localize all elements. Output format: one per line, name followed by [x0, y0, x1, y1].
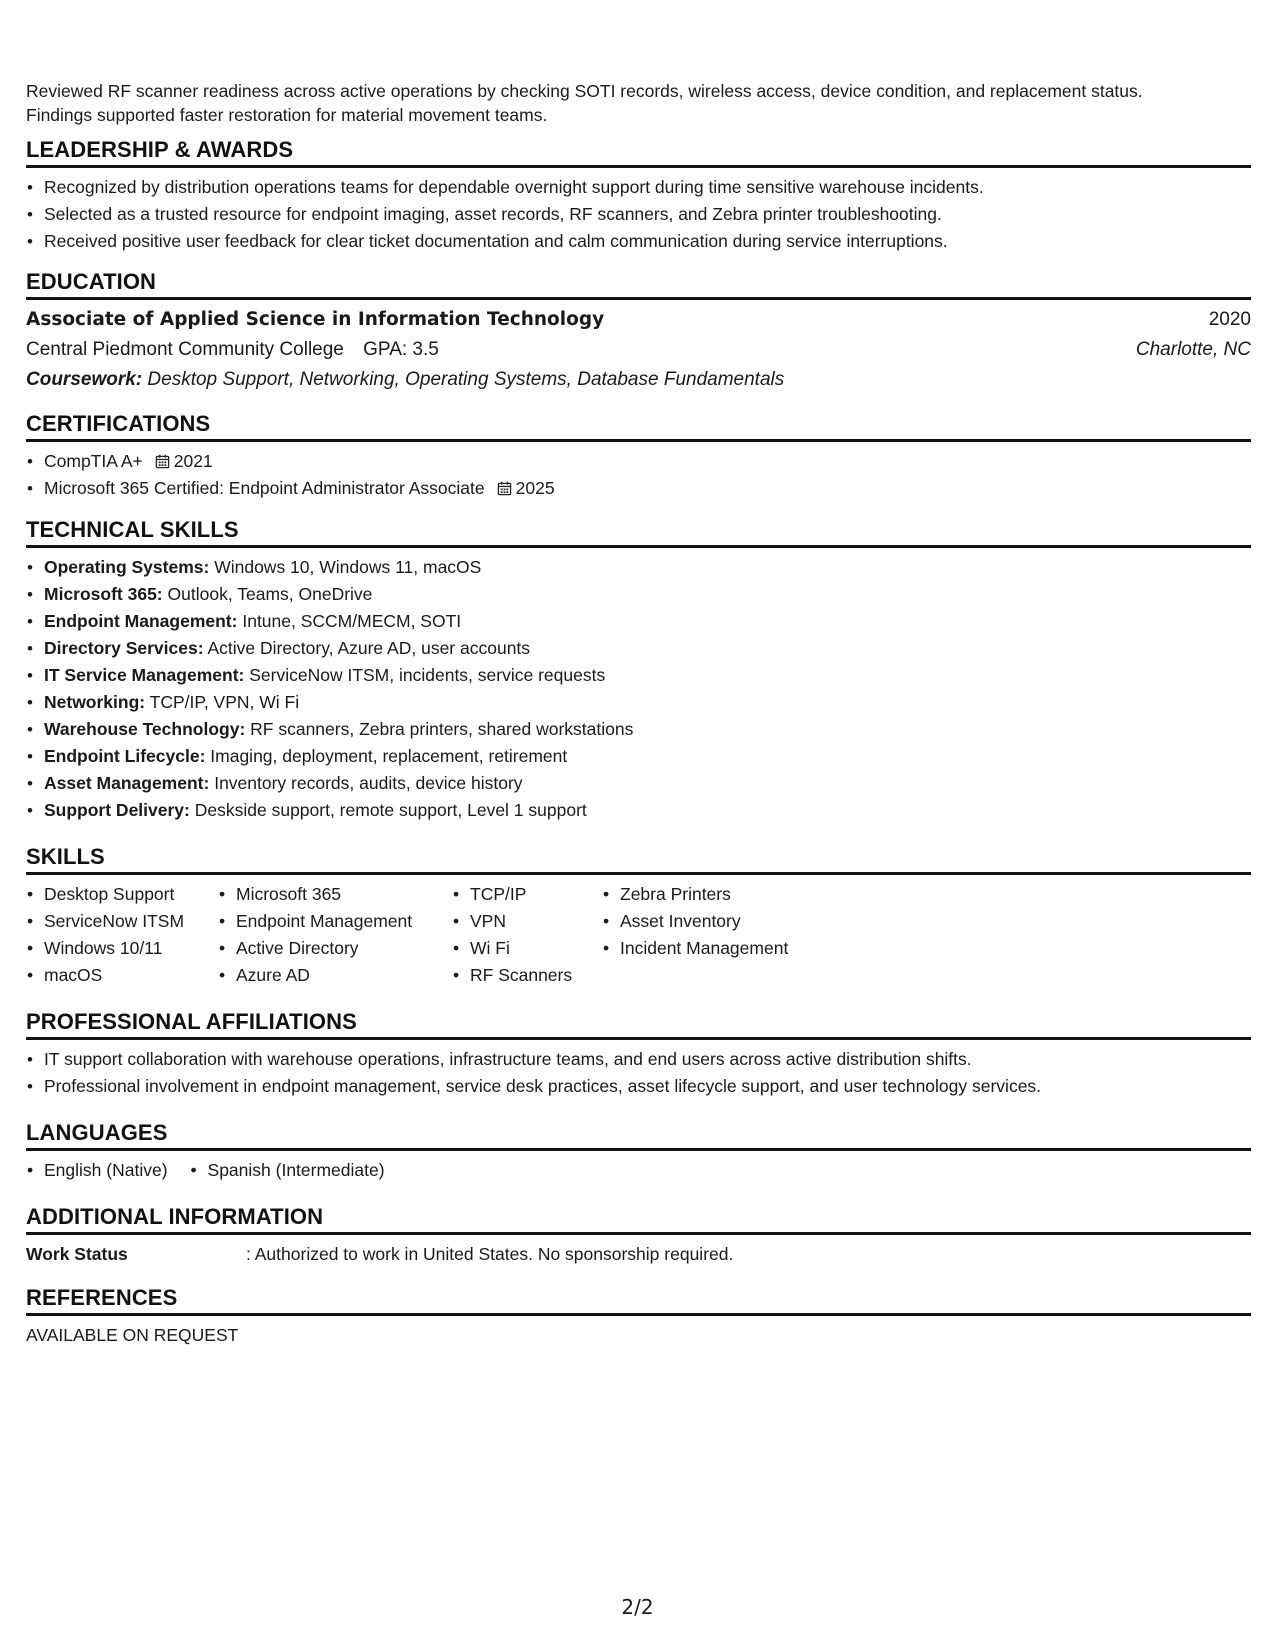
skill-label: IT Service Management: — [44, 665, 245, 685]
skill-item — [26, 581, 1251, 608]
leadership-list — [26, 168, 1251, 255]
skill-item — [26, 770, 1251, 797]
certification-name: Microsoft 365 Certified: Endpoint Administrator Associate — [44, 478, 485, 498]
skill-value: TCP/IP, VPN, Wi Fi — [149, 692, 300, 712]
references-text: AVAILABLE ON REQUEST — [26, 1325, 239, 1345]
section-heading: REFERENCES — [26, 1284, 1251, 1316]
skill-label: Asset Management: — [44, 773, 210, 793]
certifications-section — [26, 410, 1251, 502]
section-heading: SKILLS — [26, 843, 1251, 875]
leadership-section — [26, 136, 1251, 255]
list-item: • English (Native) — [26, 1157, 168, 1184]
affiliations-section — [26, 1008, 1251, 1100]
skill-item — [26, 689, 1251, 716]
skill-item — [26, 743, 1251, 770]
skill-label: Warehouse Technology: — [44, 719, 246, 739]
skill-item — [26, 797, 1251, 824]
info-value: : Authorized to work in United States. No sponsorship required. — [246, 1244, 734, 1264]
school-name: Central Piedmont Community College — [26, 339, 344, 360]
list-item: • Endpoint Management — [218, 908, 452, 935]
info-key: Work Status — [26, 1244, 128, 1264]
skill-item — [26, 716, 1251, 743]
technical-skills-section — [26, 516, 1251, 824]
list-item: • Incident Management — [602, 935, 788, 962]
list-item: • RF Scanners — [452, 962, 602, 989]
skill-label: Microsoft 365: — [44, 584, 163, 604]
coursework-row — [26, 365, 1251, 395]
list-item: • Wi Fi — [452, 935, 602, 962]
list-item: • Received positive user feedback for clear ticket documentation and calm communication during service interruptions. — [26, 228, 1251, 255]
skills-section — [26, 843, 1251, 989]
list-item: • Spanish (Intermediate) — [190, 1157, 385, 1184]
skill-label: Networking: — [44, 692, 146, 712]
languages-list — [26, 1151, 1251, 1184]
skill-value: Inventory records, audits, device history — [214, 773, 523, 793]
work-status-row — [26, 1235, 1251, 1269]
section-heading: TECHNICAL SKILLS — [26, 516, 1251, 548]
references-section — [26, 1284, 1251, 1350]
section-heading: LANGUAGES — [26, 1119, 1251, 1151]
list-item: • macOS — [26, 962, 218, 989]
skills-column — [452, 881, 602, 989]
education-school-row — [26, 335, 1251, 365]
education-degree-row — [26, 305, 1251, 335]
page-number: 2/2 — [621, 1595, 654, 1619]
skills-column — [218, 881, 452, 989]
education-section — [26, 268, 1251, 395]
languages-section — [26, 1119, 1251, 1184]
list-item: • VPN — [452, 908, 602, 935]
affiliations-list — [26, 1040, 1251, 1100]
section-heading: ADDITIONAL INFORMATION — [26, 1203, 1251, 1235]
section-heading: LEADERSHIP & AWARDS — [26, 136, 1251, 168]
list-item: • Asset Inventory — [602, 908, 788, 935]
calendar-icon — [155, 454, 170, 469]
skill-label: Directory Services: — [44, 638, 204, 658]
list-item: • Microsoft 365 — [218, 881, 452, 908]
calendar-icon — [497, 481, 512, 496]
skill-value: Windows 10, Windows 11, macOS — [214, 557, 482, 577]
section-heading: PROFESSIONAL AFFILIATIONS — [26, 1008, 1251, 1040]
list-item: • ServiceNow ITSM — [26, 908, 218, 935]
skills-grid — [26, 875, 1251, 989]
intro-line: Findings supported faster restoration for material movement teams. — [26, 105, 548, 125]
list-item: • Recognized by distribution operations teams for dependable overnight support during time sensitive warehouse incidents. — [26, 174, 1251, 201]
skill-value: Imaging, deployment, replacement, retirement — [210, 746, 568, 766]
certification-name: CompTIA A+ — [44, 451, 143, 471]
list-item: • Windows 10/11 — [26, 935, 218, 962]
coursework-list: Desktop Support, Networking, Operating Systems, Database Fundamentals — [147, 369, 785, 390]
skill-item — [26, 635, 1251, 662]
certification-item — [26, 475, 1251, 502]
skill-value: ServiceNow ITSM, incidents, service requests — [249, 665, 606, 685]
skill-label: Support Delivery: — [44, 800, 190, 820]
list-item: • Active Directory — [218, 935, 452, 962]
skill-label: Endpoint Management: — [44, 611, 238, 631]
graduation-year: 2020 — [1208, 309, 1251, 330]
resume-page — [26, 0, 1251, 1650]
skill-value: RF scanners, Zebra printers, shared workstations — [250, 719, 634, 739]
skill-value: Outlook, Teams, OneDrive — [167, 584, 373, 604]
skill-value: Deskside support, remote support, Level 1 support — [194, 800, 587, 820]
list-item: • TCP/IP — [452, 881, 602, 908]
additional-info-section — [26, 1203, 1251, 1269]
list-item: • Desktop Support — [26, 881, 218, 908]
gpa: GPA: 3.5 — [363, 339, 439, 360]
skill-item — [26, 608, 1251, 635]
skills-column — [602, 881, 788, 989]
certification-year: 2021 — [173, 451, 213, 471]
list-item: • Zebra Printers — [602, 881, 788, 908]
coursework-label: Coursework: — [26, 369, 143, 390]
skill-value: Active Directory, Azure AD, user accounts — [207, 638, 531, 658]
skill-item — [26, 662, 1251, 689]
skill-label: Operating Systems: — [44, 557, 210, 577]
skill-value: Intune, SCCM/MECM, SOTI — [242, 611, 462, 631]
certification-item — [26, 448, 1251, 475]
skill-label: Endpoint Lifecycle: — [44, 746, 206, 766]
section-heading: EDUCATION — [26, 268, 1251, 300]
list-item: • Azure AD — [218, 962, 452, 989]
intro-line: Reviewed RF scanner readiness across active operations by checking SOTI records, wireless access, device condition, and replacement status. — [26, 81, 1143, 101]
skills-column — [26, 881, 218, 989]
degree-title: Associate of Applied Science in Information Technology — [26, 309, 605, 330]
certification-year: 2025 — [515, 478, 555, 498]
intro-paragraph — [26, 79, 1251, 127]
skill-item — [26, 554, 1251, 581]
list-item: • Selected as a trusted resource for endpoint imaging, asset records, RF scanners, and Zebra printer troubleshooting. — [26, 201, 1251, 228]
technical-skills-list — [26, 548, 1251, 824]
school-location: Charlotte, NC — [1135, 339, 1251, 360]
section-heading: CERTIFICATIONS — [26, 410, 1251, 442]
certifications-list — [26, 442, 1251, 502]
list-item: • Professional involvement in endpoint management, service desk practices, asset lifecycle support, and user technology services. — [26, 1073, 1251, 1100]
list-item: • IT support collaboration with warehouse operations, infrastructure teams, and end users across active distribution shifts. — [26, 1046, 1251, 1073]
